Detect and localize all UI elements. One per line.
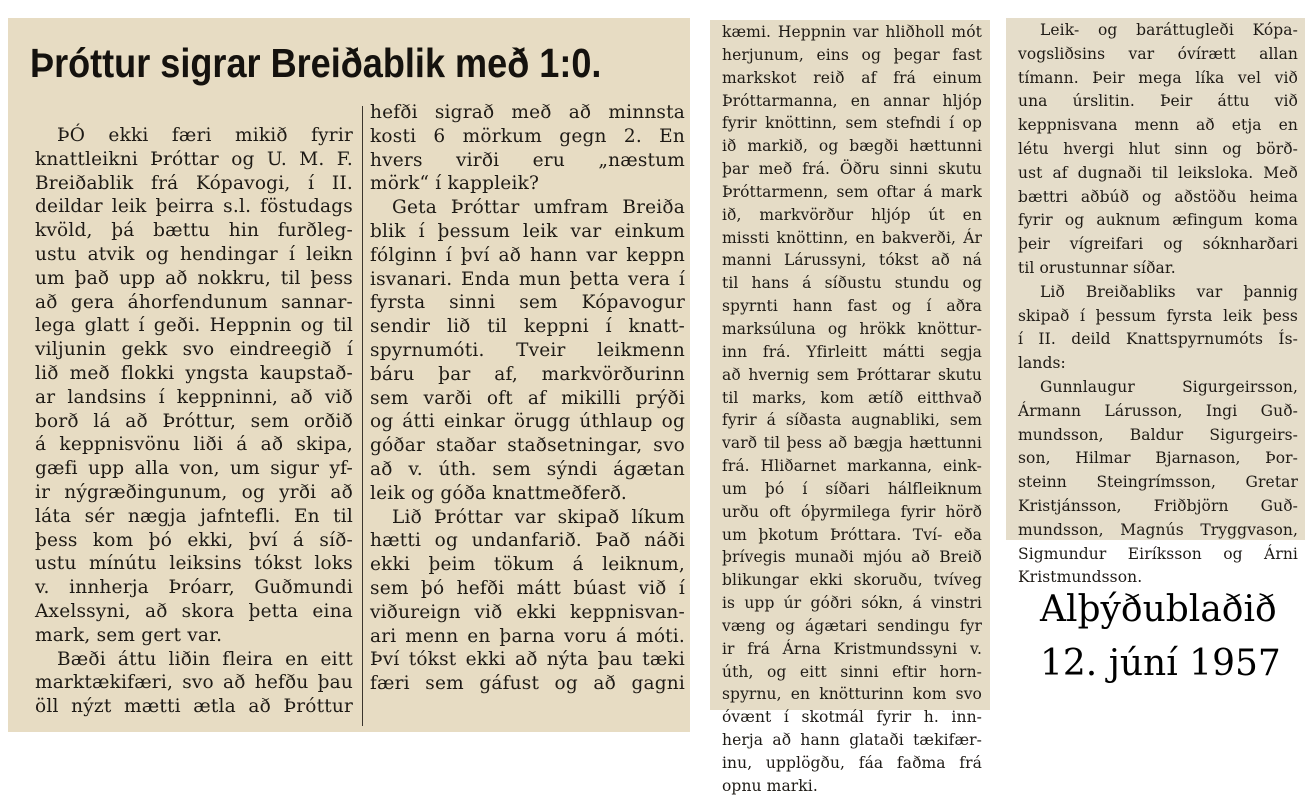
text-line: steinn Steingrímsson, Gretar [1018,473,1298,492]
text-line: og átti einkar örugg úthlaup og [370,411,685,433]
text-line: ari menn en þarna voru á móti. [370,625,685,647]
source-caption-date: 12. júní 1957 [1040,643,1281,684]
text-line: til orustunnar síðar. [1018,258,1176,277]
text-line: Lið Breiðabliks var þannig [1040,282,1298,301]
text-line: blikungar ekki skoruðu, tvíveg [722,571,982,590]
text-line: marktækifæri, svo að hefðu þau [35,672,353,694]
text-line: mundsson, Magnús Tryggvason, [1018,520,1298,539]
article-clipping-main [8,18,690,732]
text-line: sem þó hefði mátt búast við í [370,577,685,599]
text-line: Þróttarmenn, sem oftar á mark [722,182,982,201]
article-column-2 [370,101,685,696]
text-line: fyrir knöttinn, sem stefndi í op [722,114,982,133]
text-line: hefði sigrað með að minnsta [370,102,685,123]
text-line: fyrsta sinni sem Kópavogur [370,292,685,314]
text-line: una úrslitin. Þeir áttu við [1018,92,1298,111]
text-line: sem varði oft af mikilli prýði [370,387,685,409]
text-line: spyrnti hann fast og í aðra [722,297,982,316]
text-line: bættri aðbúð og aðstöðu heima [1018,187,1298,206]
text-line: vogsliðsins var óvírætt allan [1018,44,1298,63]
text-line: fyrir á síðasta augnabliki, sem [722,411,982,430]
text-line: úth, og eitt sinni eftir horn- [722,662,982,681]
text-line: blik í þessum leik var einkum [370,220,685,242]
text-line: tímann. Þeir mega líka vel við [1018,68,1298,87]
text-line: leik og góða knattmeðferð. [370,482,627,504]
text-line: færi sem gáfust og að gagni [370,673,685,695]
text-line: ir frá Árna Kristmundssyni v. [722,639,982,658]
text-line: inn frá. Yfirleitt mátti segja [722,342,982,361]
text-line: Axelssyni, að skora þetta eina [35,600,353,622]
text-line: ÞÓ ekki færi mikið fyrir [57,125,353,146]
text-line: borð lá að Þróttur, sem orðið [35,410,353,432]
text-line: urðu oft óþyrmilega fyrir hörð [722,502,982,521]
text-line: skipað í þessum fyrsta leik þess [1018,306,1298,325]
text-line: óvænt í skotmál fyrir h. inn- [722,708,982,727]
text-line: Lið Þróttar var skipað líkum [392,506,685,528]
text-line: knattleikni Þróttar og U. M. F. [35,148,353,170]
article-headline: Þróttur sigrar Breiðablik með 1:0. [30,40,602,86]
text-line: öll nýzt mætti ætla að Þróttur [35,696,353,718]
text-line: ið, markvörður hljóp út en [722,205,982,224]
text-line: hætti og undanfarið. Það náði [370,530,685,552]
article-column-3 [722,21,982,798]
text-line: Kristjánsson, Friðbjörn Guð- [1018,496,1298,515]
text-line: viðureign við ekki keppnisvan- [370,601,685,623]
text-line: kosti 6 mörkum gegn 2. En [370,125,685,147]
text-line: að gera áhorfendunum sannar- [35,291,353,313]
text-line: ustu mínútu leiksins tókst loks [35,553,353,575]
text-line: keppnisvana menn að etja en [1018,116,1298,135]
text-line: um þó í síðari hálfleiknum [722,479,982,498]
text-line: þess kom þó ekki, því á síð- [35,529,353,551]
text-line: ið markið, og bægði hættunni [722,137,982,156]
text-line: þrívegis munaði mjóu að Breið [722,548,982,567]
source-caption-newspaper: Alþýðublaðið [1040,589,1277,630]
text-line: ust af dugnaði til leiksloka. Með [1018,163,1298,182]
text-line: son, Hilmar Bjarnason, Þor- [1018,449,1298,468]
text-line: varð til þess að bægja hættunni [722,434,982,453]
text-line: þar með frá. Öðru sinni skutu [722,160,982,179]
text-line: ustu atvik og hendingar í leikn [35,243,353,265]
text-line: á keppnisvönu liði á að skipa, [35,434,353,456]
text-line: mark, sem gert var. [35,624,223,646]
column-divider [362,106,363,726]
text-line: manni Lárussyni, tókst að ná [722,251,982,270]
article-clipping-lineup [1006,18,1305,587]
text-line: sendir lið til keppni í knatt- [370,316,685,338]
text-line: opnu marki. [722,776,818,795]
text-line: Leik- og baráttugleði Kópa- [1040,21,1298,39]
text-line: til hans á síðustu stundu og [722,274,982,293]
article-clipping-continuation [710,20,990,795]
text-line: Kristmundsson. [1018,568,1143,587]
text-line: Breiðablik frá Kópavogi, í II. [35,172,353,194]
text-line: viljunin gekk svo eindreegið í [35,339,353,361]
text-line: isvanari. Enda mun þetta vera í [370,268,685,290]
text-line: spyrnumóti. Tveir leikmenn [370,339,685,361]
text-line: báru þar af, markvörðurinn [370,363,685,385]
text-line: frá. Hliðarnet markanna, eink- [722,457,982,476]
text-line: láta sér nægja jafntefli. En til [35,505,353,527]
text-line: v. innherja Þróarr, Guðmundi [35,577,353,599]
text-line: mörk“ í kappleik? [370,173,540,195]
text-line: að hvernig sem Þróttarar skutu [722,365,982,384]
text-line: til marks, kom ætíð eitthvað [722,388,982,407]
text-line: fyrir og auknum æfingum koma [1018,211,1298,230]
text-line: mundsson, Baldur Sigurgeirs- [1018,425,1298,444]
text-line: inu, upplögðu, fáa faðma frá [722,754,982,772]
text-line: ar landsins í keppninni, að við [35,386,353,408]
text-line: létu hvergi hlut sinn og börð- [1018,139,1298,158]
text-line: lið með flokki yngsta kaupstað- [35,362,353,384]
text-line: markskot reið af frá einum [722,68,982,87]
text-line: lega glatt í geði. Heppnin og til [35,315,353,337]
text-line: spyrnu, en knötturinn kom svo [722,685,982,704]
text-line: ir nýgræðingunum, og yrði að [35,481,353,503]
text-line: is upp úr góðri sókn, á vinstri [722,594,982,613]
text-line: í II. deild Knattspyrnumóts Ís- [1018,330,1298,349]
text-line: kvöld, þá bættu hin furðleg- [35,220,353,242]
text-line: Gunnlaugur Sigurgeirsson, [1040,377,1298,396]
text-line: hvers virði eru „næstum [370,149,685,171]
text-line: lands: [1018,354,1066,373]
text-line: Því tókst ekki að nýta þau tæki [370,649,685,671]
text-line: gæfi upp alla von, um sigur yf- [35,458,353,480]
text-line: kæmi. Heppnin var hliðholl mót [722,23,982,41]
text-line: Geta Þróttar umfram Breiða [392,197,685,219]
text-line: góðar staðar staðsetningar, svo [370,435,685,457]
text-line: marksúluna og hrökk knöttur- [722,319,982,338]
text-line: missti knöttinn, en bakverði, Ár [722,228,982,247]
text-line: deildar leik þeirra s.l. föstudags [35,196,353,218]
article-column-4 [1018,19,1298,590]
text-line: að v. úth. sem sýndi ágætan [370,458,685,480]
text-line: um þkotum Þróttara. Tví- eða [722,525,982,544]
text-line: herja að hann glataði tækifær- [722,731,982,750]
text-line: þeir vígreifari og sóknharðari [1018,235,1298,254]
article-column-1 [35,124,353,719]
text-line: Sigmundur Eiríksson og Árni [1018,544,1298,563]
text-line: herjunum, eins og þegar fast [722,45,982,64]
text-line: ekki þeim tökum á leiknum, [370,554,685,576]
text-line: Ármann Lárusson, Ingi Guð- [1018,401,1298,420]
text-line: væng og ágætari sendingu fyr [722,616,982,635]
text-line: Þróttarmanna, en annar hljóp [722,91,982,110]
text-line: Bæði áttu liðin fleira en eitt [57,648,353,670]
text-line: fólginn í því að hann var keppn [370,244,685,266]
text-line: um það upp að nokkru, til þess [35,267,353,289]
